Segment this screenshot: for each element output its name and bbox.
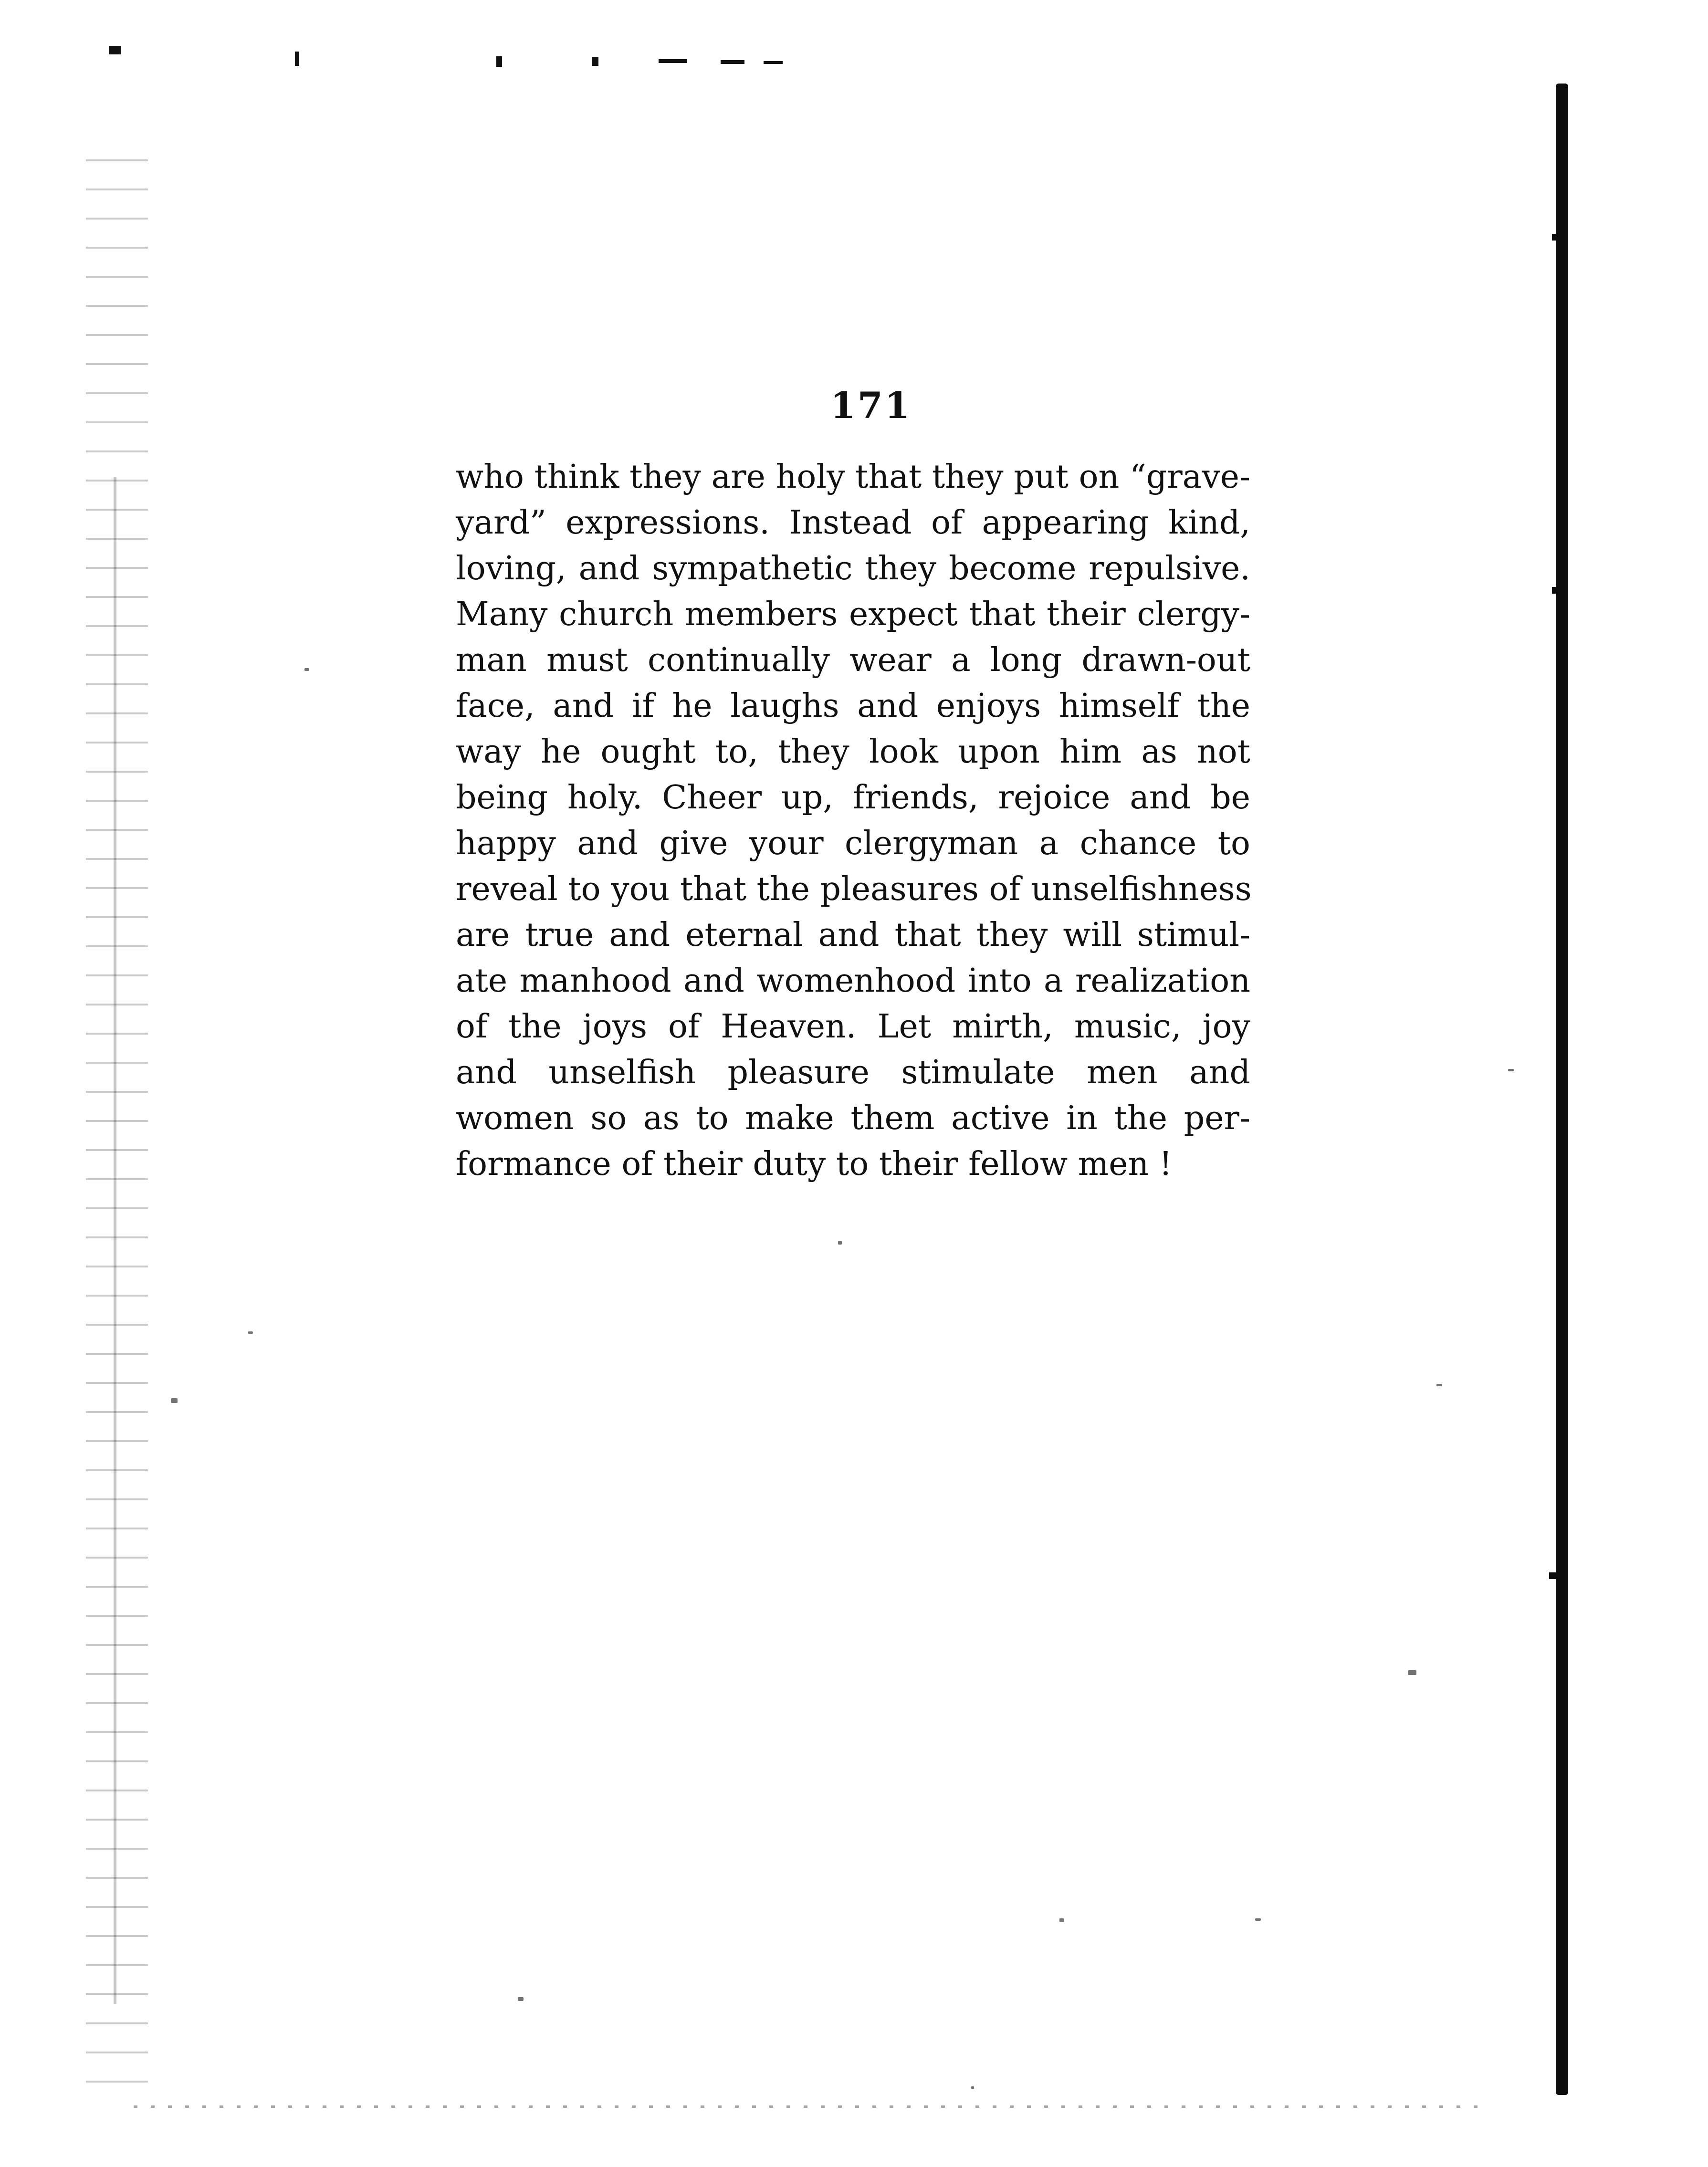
scan-top-mark <box>764 61 783 64</box>
scan-bottom-noise <box>134 2105 1479 2108</box>
text-line: man must continually wear a long drawn-out <box>456 641 1250 679</box>
scan-binding-notch <box>1549 1572 1565 1579</box>
scan-speck <box>171 1398 178 1403</box>
text-line: Many church members expect that their clergy- <box>456 596 1250 633</box>
body-paragraph <box>456 454 1250 1187</box>
text-line: way he ought to, they look upon him as not <box>456 733 1250 771</box>
scan-top-mark <box>295 52 299 66</box>
scan-speck <box>1436 1384 1442 1386</box>
scan-top-mark <box>721 60 744 64</box>
text-line: reveal to you that the pleasures of unselfishness <box>456 870 1252 908</box>
text-line: who think they are holy that they put on “grave- <box>456 458 1250 496</box>
scan-speck <box>838 1241 842 1245</box>
text-line: and unselfish pleasure stimulate men and <box>456 1054 1250 1091</box>
text-line: happy and give your clergyman a chance to <box>456 825 1250 862</box>
text-line: loving, and sympathetic they become repulsive. <box>456 550 1250 587</box>
scan-top-mark <box>496 56 502 67</box>
scan-top-mark <box>109 46 121 54</box>
scan-speck <box>1508 1069 1514 1071</box>
text-line: of the joys of Heaven. Let mirth, music, joy <box>456 1008 1250 1046</box>
text-line: ate manhood and womenhood into a realization <box>456 962 1250 1000</box>
scan-top-mark <box>592 57 598 66</box>
scan-speck <box>1255 1918 1261 1921</box>
text-line: women so as to make them active in the per- <box>456 1099 1250 1137</box>
scan-speck <box>971 2086 974 2089</box>
scan-binding-notch <box>1552 587 1568 594</box>
text-line: being holy. Cheer up, friends, rejoice and be <box>456 779 1250 817</box>
scan-top-mark <box>659 59 687 63</box>
text-line: face, and if he laughs and enjoys himself the <box>456 687 1250 725</box>
text-line: yard” expressions. Instead of appearing kind, <box>456 504 1250 542</box>
page-number: 171 <box>830 384 912 427</box>
text-line: are true and eternal and that they will stimul- <box>456 916 1250 954</box>
scan-gutter-shadow <box>86 143 148 2100</box>
scan-speck <box>1059 1918 1064 1922</box>
scan-gutter-line <box>114 477 116 2004</box>
text-line: formance of their duty to their fellow men ! <box>456 1145 1173 1183</box>
scan-binding-notch <box>1552 234 1568 241</box>
scan-speck <box>304 668 309 671</box>
scan-speck <box>248 1331 253 1334</box>
scan-speck <box>1408 1670 1416 1675</box>
scan-binding-edge <box>1556 84 1568 2095</box>
scan-speck <box>518 1997 524 2001</box>
